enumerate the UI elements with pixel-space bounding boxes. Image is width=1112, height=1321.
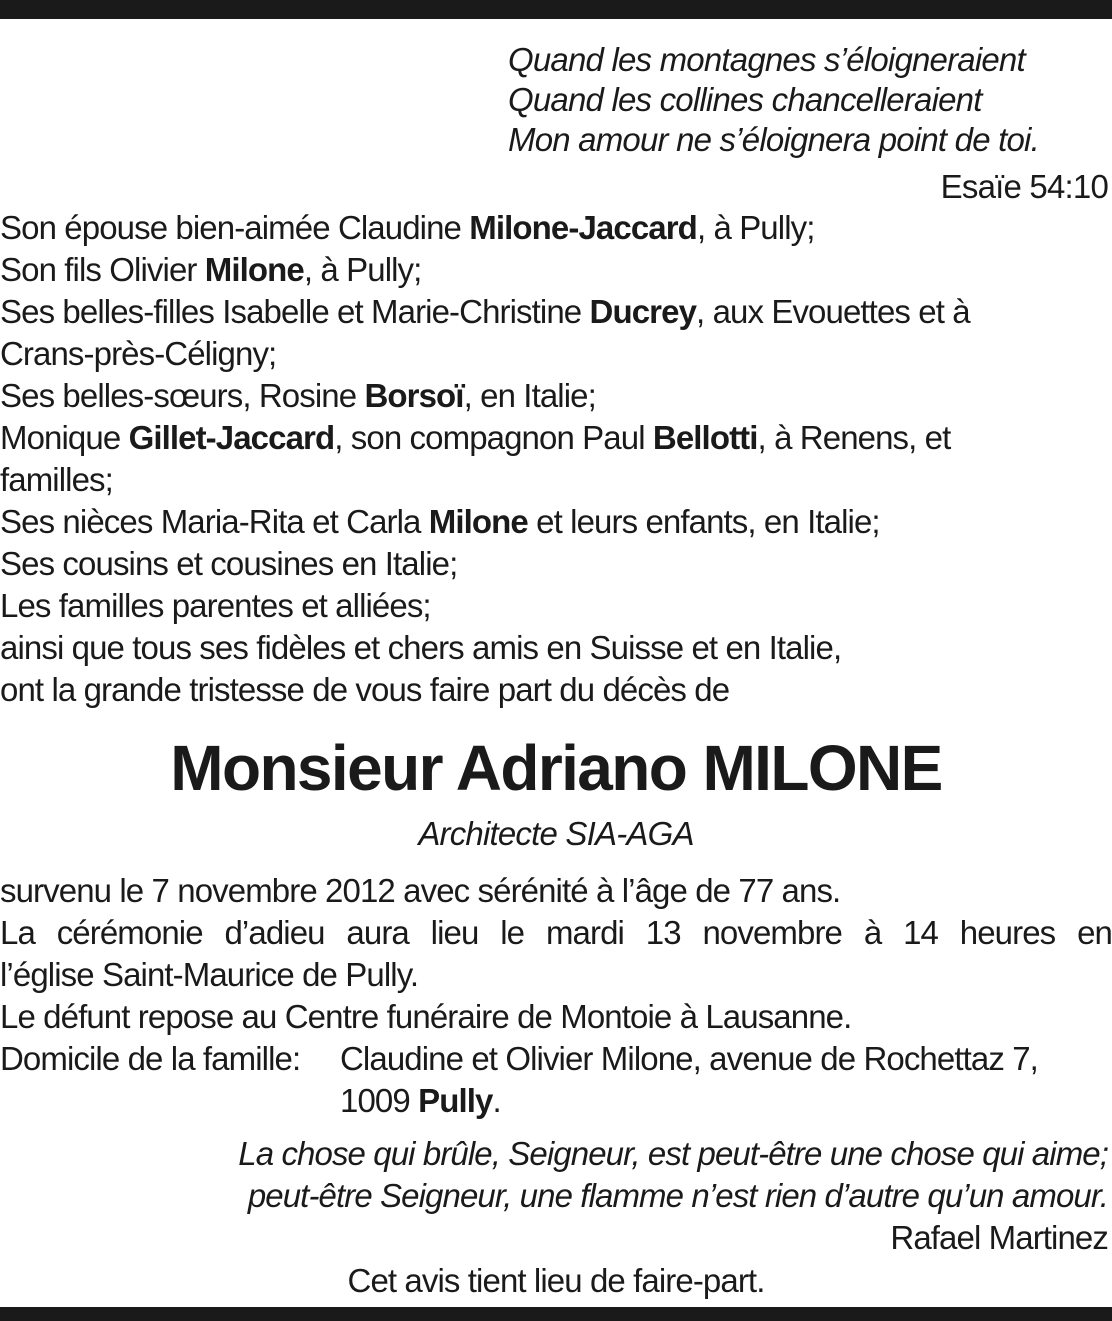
family-line: familles; [0,461,113,498]
epigraph-line: Quand les montagnes s’éloigneraient [508,41,1025,78]
domicile-city-line: 1009 Pully. [340,1082,501,1119]
family-line: ont la grande tristesse de vous faire part du décès de [0,671,730,708]
quote-author: Rafael Martinez [890,1219,1108,1256]
domicile-address: Claudine et Olivier Milone, avenue de Rochettaz 7, [340,1040,1038,1077]
domicile-line [0,1080,1112,1122]
family-line: Les familles parentes et alliées; [0,587,431,624]
top-border-rule [0,0,1112,19]
domicile-label: Domicile de la famille: [0,1040,301,1077]
family-line: Ses nièces Maria-Rita et Carla Milone et leurs enfants, en Italie; [0,503,880,540]
details-line: Le défunt repose au Centre funéraire de Montoie à Lausanne. [0,998,852,1035]
family-list [0,207,1112,711]
family-line: Crans-près-Céligny; [0,335,277,372]
deceased-title: Architecte SIA-AGA [418,815,694,852]
closing-quote [172,1133,1108,1259]
bottom-border-rule [0,1307,1112,1321]
details-line: survenu le 7 novembre 2012 avec sérénité à l’âge de 77 ans. [0,872,841,909]
family-line: Son fils Olivier Milone, à Pully; [0,251,422,288]
family-line: Monique Gillet-Jaccard, son compagnon Paul Bellotti, à Renens, et [0,419,951,456]
epigraph [508,40,1108,160]
family-line: ainsi que tous ses fidèles et chers amis en Suisse et en Italie, [0,629,842,666]
details-line: l’église Saint-Maurice de Pully. [0,956,419,993]
quote-line: peut-être Seigneur, une flamme n’est rien d’autre qu’un amour. [247,1177,1108,1214]
ceremony-line: La cérémonie d’adieu aura lieu le mardi 13 novembre à 14 heures en [0,914,1112,951]
epigraph-line: Quand les collines chancelleraient [508,81,982,118]
domicile-line [0,1038,1112,1080]
family-line: Son épouse bien-aimée Claudine Milone-Jaccard, à Pully; [0,209,815,246]
deceased-name: Monsieur Adriano MILONE [170,732,942,804]
quote-line: La chose qui brûle, Seigneur, est peut-être une chose qui aime; [238,1135,1108,1172]
family-line: Ses belles-sœurs, Rosine Borsoï, en Italie; [0,377,596,414]
epigraph-reference: Esaïe 54:10 [940,168,1108,205]
family-line: Ses cousins et cousines en Italie; [0,545,458,582]
epigraph-line: Mon amour ne s’éloignera point de toi. [508,121,1039,158]
closing-note: Cet avis tient lieu de faire-part. [347,1262,765,1299]
service-details [0,870,1112,1122]
family-line: Ses belles-filles Isabelle et Marie-Christine Ducrey, aux Evouettes et à [0,293,970,330]
